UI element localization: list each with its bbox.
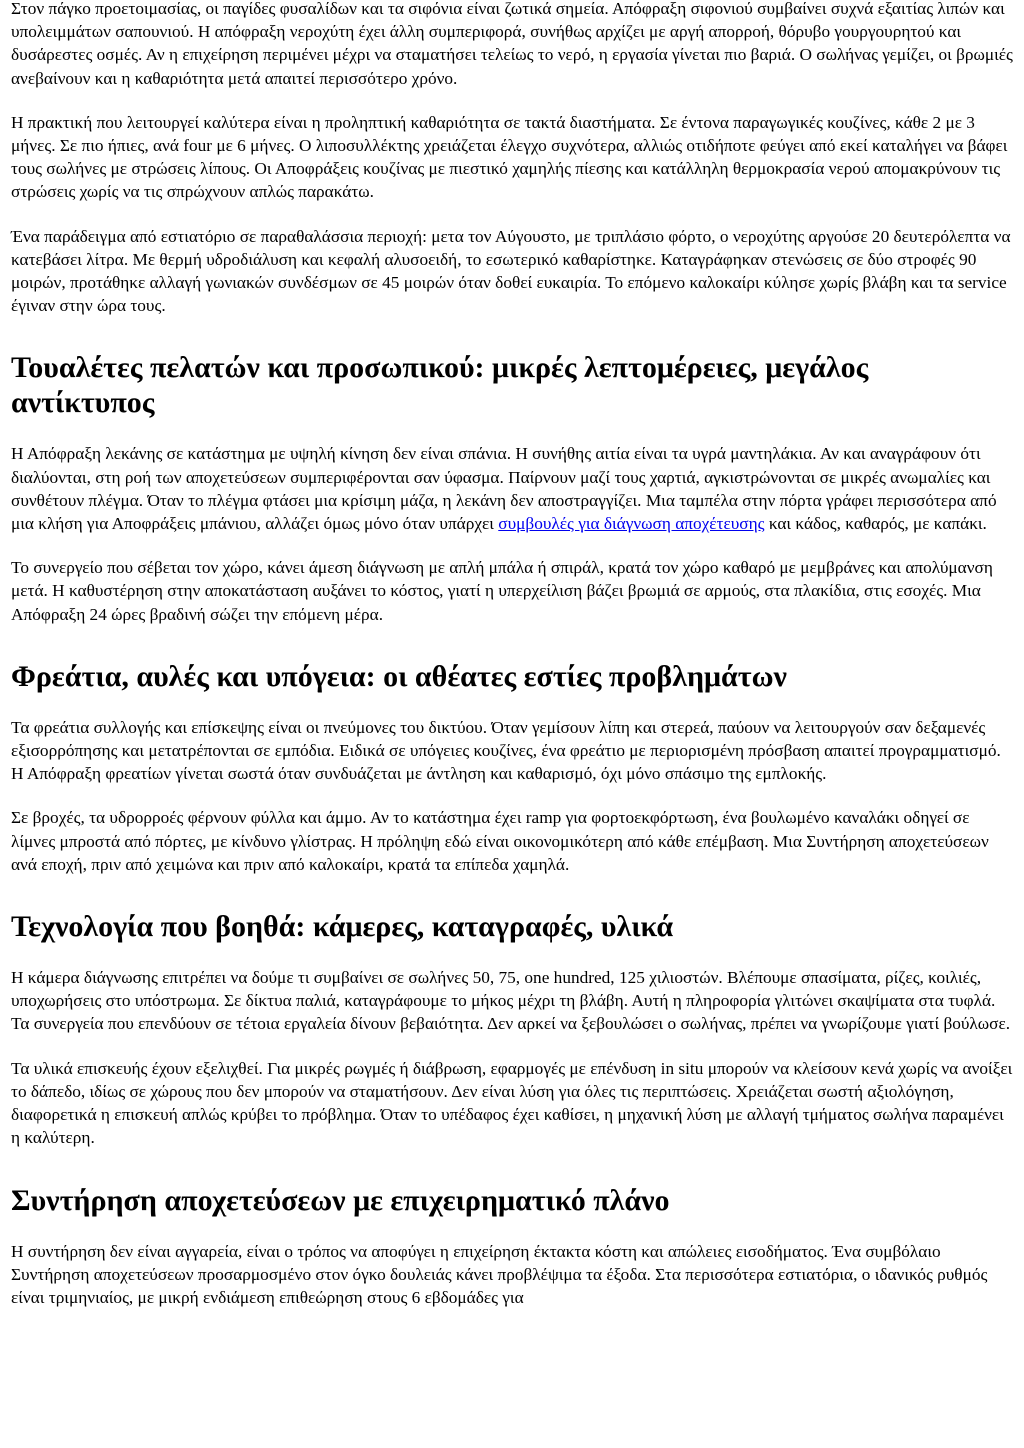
paragraph: Τα φρεάτια συλλογής και επίσκεψης είναι οι πνεύμονες του δικτύου. Όταν γεμίσουν λίπη και στερεά, παύουν να λειτουργούν σαν δεξαμενές εξισορρόπησης και μετατρέπονται σε εμπόδια. Ειδικά σε υπόγειες κουζίνες, ένα φρεάτιο με περιορισμένη πρόσβαση απαιτεί προγραμματισμό. Η Απόφραξη φρεατίων γίνεται σωστά όταν συνδυάζεται με άντληση και καθαρισμό, όχι μόνο σπάσιμο της εμπλοκής. [11,717,1001,784]
section-heading: Συντήρηση αποχετεύσεων με επιχειρηματικό πλάνο [11,1183,670,1217]
section-toilets [11,350,1016,625]
drain-diagnosis-tips-link[interactable]: συμβουλές για διάγνωση αποχέτευσης [498,514,765,534]
paragraph: Τα υλικά επισκευής έχουν εξελιχθεί. Για μικρές ρωγμές ή διάβρωση, εφαρμογές με επένδυση in situ μπορούν να κλείσουν κενά χωρίς να ανοίξει το δάπεδο, ιδίως σε χώρους που δεν μπορούν να σταματήσουν. Δεν είναι λύση για όλες τις περιπτώσεις. Χρειάζεται σωστή αξιολόγηση, διαφορετικά η επισκευή απλώς κρύβει το πρόβλημα. Όταν το υπέδαφος έχει καθίσει, η μηχανική λύση με αλλαγή τμήματος σωλήνα παραμένει η καλύτερη. [11,1058,1013,1148]
section-heading: Τεχνολογία που βοηθά: κάμερες, καταγραφές, υλικά [11,910,674,944]
section-manholes [11,659,1016,876]
paragraph [11,442,1016,535]
paragraph: Το συνεργείο που σέβεται τον χώρο, κάνει άμεση διάγνωση με απλή μπάλα ή σπιράλ, κρατά τον χώρο καθαρό με μεμβράνες και απολύμανση μετά. Η καθυστέρηση στην αποκατάσταση αυξάνει το κόστος, γιατί η υπερχείλιση βάζει βρωμιά σε αρμούς, στα πλακίδια, στις εσοχές. Μια Απόφραξη 24 ώρες βραδινή σώζει την επόμενη μέρα. [11,558,993,624]
intro-paragraph: Ένα παράδειγμα από εστιατόριο σε παραθαλάσσια περιοχή: μετα τον Αύγουστο, με τριπλάσιο φόρτο, ο νεροχύτης αργούσε 20 δευτερόλεπτα να κατεβάσει λίτρα. Με θερμή υδροδιάλυση και κεφαλή αλυσοειδή, το εσωτερικό καθαρίστηκε. Καταγράφηκαν στενώσεις σε δύο στροφές 90 μοιρών, προτάθηκε αλλαγή γωνιακών συνδέσμων σε 45 μοιρών όταν δοθεί ευκαιρία. Το επόμενο καλοκαίρι κύλησε χωρίς βλάβη και τα service έγιναν στην ώρα τους. [11,226,1011,316]
paragraph: Η κάμερα διάγνωσης επιτρέπει να δούμε τι συμβαίνει σε σωλήνες 50, 75, one hundred, 125 χιλιοστών. Βλέπουμε σπασίματα, ρίζες, κοιλιές, υποχωρήσεις στο υπόστρωμα. Σε δίκτυα παλιά, καταγράφουμε το μήκος μέχρι τη βλάβη. Αυτή η πληροφορία γλιτώνει σκαψίματα στα τυφλά. Τα συνεργεία που επενδύουν σε τέτοια εργαλεία δίνουν βεβαιότητα. Δεν αρκεί να ξεβουλώσει ο σωλήνας, πρέπει να γνωρίζουμε γιατί βούλωσε. [11,968,1011,1034]
intro-paragraph: Στον πάγκο προετοιμασίας, οι παγίδες φυσαλίδων και τα σιφόνια είναι ζωτικά σημεία. Απόφραξη σιφονιού συμβαίνει συχνά εξαιτίας λιπών και υπολειμμάτων σαπουνιού. Η απόφραξη νεροχύτη έχει άλλη συμπεριφορά, συνήθως αρχίζει με αργή απορροή, θόρυβο γουργουρητού και δυσάρεστες οσμές. Αν η επιχείρηση περιμένει μέχρι να σταματήσει τελείως το νερό, η εργασία γίνεται πιο βαριά. Ο σωλήνας γεμίζει, οι βρωμιές ανεβαίνουν και η καθαριότητα μετά απαιτεί περισσότερο χρόνο. [11,0,1013,88]
paragraph-text: και κάδος, καθαρός, με καπάκι. [764,514,987,534]
paragraph-text: Η Απόφραξη λεκάνης σε κατάστημα με υψηλή κίνηση δεν είναι σπάνια. Η συνήθης αιτία είναι τα υγρά μαντηλάκια. Αν και αναγράφουν ότι διαλύονται, στη ροή των αποχετεύσεων συμπεριφέρονται σαν ύφασμα. Παίρνουν μαζί τους χαρτιά, αγκιστρώνονται σε μικρές ανωμαλίες και συνθέτουν πλέγμα. Όταν το πλέγμα φτάσει μια κρίσιμη μάζα, η λεκάνη δεν αποστραγγίζει. Μια ταμπέλα στην πόρτα γράφει περισσότερα από μια κλήση για Αποφράξεις μπάνιου, αλλάζει όμως μόνο όταν υπάρχει [11,444,997,534]
section-technology [11,909,1016,1149]
section-maintenance [11,1183,1016,1310]
section-heading: Τουαλέτες πελατών και προσωπικού: μικρές λεπτομέρειες, μεγάλος αντίκτυπος [11,351,869,420]
intro-paragraph: Η πρακτική που λειτουργεί καλύτερα είναι η προληπτική καθαριότητα σε τακτά διαστήματα. Σε έντονα παραγωγικές κουζίνες, κάθε 2 με 3 μήνες. Σε πιο ήπιες, ανά four με 6 μήνες. Ο λιποσυλλέκτης χρειάζεται έλεγχο συχνότερα, αλλιώς οτιδήποτε φεύγει από εκεί καταλήγει να βάφει τους σωλήνες με στρώσεις λίπους. Οι Αποφράξεις κουζίνας με πιεστικό χαμηλής πίεσης και κατάλληλη θερμοκρασία νερού απομακρύνουν τις στρώσεις χωρίς να τις σπρώχνουν απλώς παρακάτω. [11,112,1008,202]
section-heading: Φρεάτια, αυλές και υπόγεια: οι αθέατες εστίες προβλημάτων [11,659,787,693]
paragraph: Η συντήρηση δεν είναι αγγαρεία, είναι ο τρόπος να αποφύγει η επιχείρηση έκτακτα κόστη και απώλειες εισοδήματος. Ένα συμβόλαιο Συντήρηση αποχετεύσεων προσαρμοσμένο στον όγκο δουλειάς κάνει προβλέψιμα τα έξοδα. Στα περισσότερα εστιατόρια, ο ιδανικός ρυθμός είναι τριμηνιαίος, με μικρή ενδιάμεση επιθεώρηση στους 6 εβδομάδες για [11,1241,988,1307]
paragraph: Σε βροχές, τα υδρορροές φέρνουν φύλλα και άμμο. Αν το κατάστημα έχει ramp για φορτοεκφόρτωση, ένα βουλωμένο καναλάκι οδηγεί σε λίμνες μπροστά από πόρτες, με κίνδυνο γλίστρας. Η πρόληψη εδώ είναι οικονομικότερη από κάθε επέμβαση. Μια Συντήρηση αποχετεύσεων ανά εποχή, πριν από χειμώνα και πριν από καλοκαίρι, κρατά τα επίπεδα χαμηλά. [11,808,989,874]
